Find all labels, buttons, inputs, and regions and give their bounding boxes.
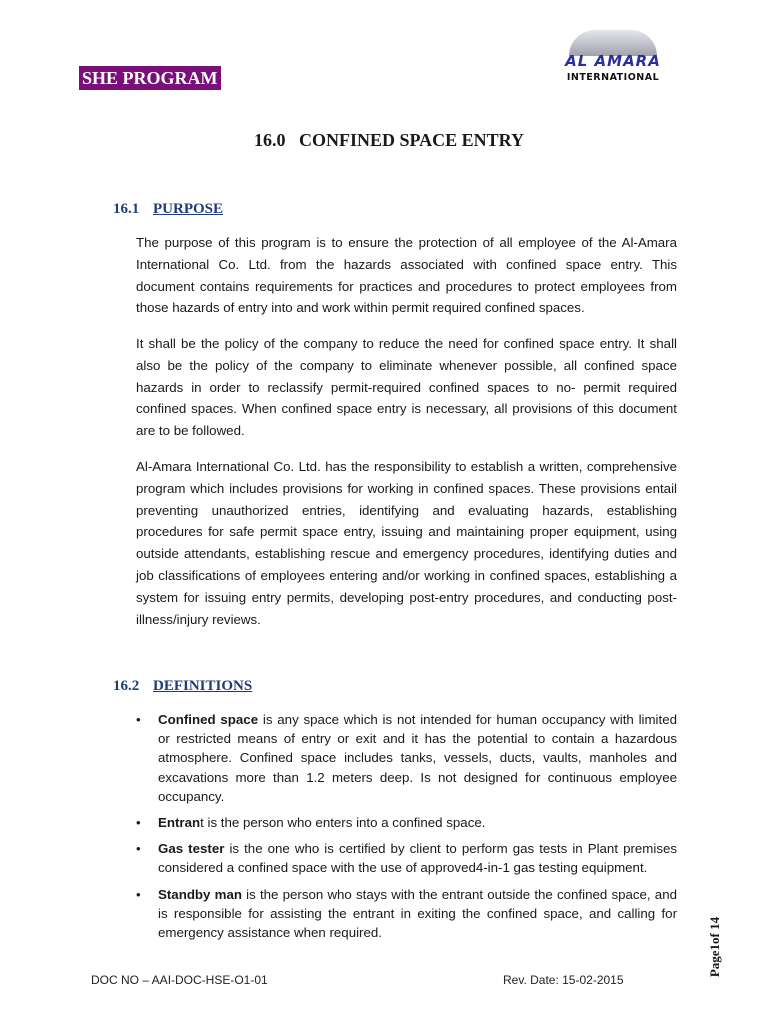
purpose-paragraph-3: Al-Amara International Co. Ltd. has the responsibility to establish a written, comprehensive program which includes provisions for working in confined spaces. These provisions entail preventing unauthorized entries, identifying and evaluating hazards, establishing procedures for safe permit space entry, issuing and maintaining proper equipment, using outside attendants, establishing rescue and emergency procedures, identifying duties and job classifications of employees entering and/or working in confined spaces, establishing a system for issuing entry permits, developing post-entry procedures, and conducting post-illness/injury reviews.: [136, 459, 677, 627]
bullet-icon: •: [136, 841, 141, 857]
definition-term: Gas tester: [158, 841, 225, 857]
definition-text: is the one who is certified by client to perform gas tests in Plant premises considered a confined space with the use of approved4-in-1 gas testing equipment.: [158, 841, 678, 876]
footer-doc-number: DOC NO – AAI-DOC-HSE-O1-01: [91, 973, 268, 987]
bullet-icon: •: [136, 712, 141, 727]
list-item: [136, 710, 677, 806]
company-logo: [565, 30, 661, 88]
page-number: Page1of 14: [707, 916, 722, 978]
definition-term: Entran: [158, 815, 201, 831]
logo-subtitle: INTERNATIONAL: [566, 72, 660, 83]
bullet-icon: •: [136, 886, 141, 902]
footer-rev-date: Rev. Date: 15-02-2015: [503, 973, 624, 987]
logo-name: AL AMARA: [565, 52, 661, 70]
definition-term: Confined space: [158, 712, 259, 727]
section-heading-purpose: [113, 200, 223, 218]
section-number: 16.1: [113, 201, 140, 217]
definition-text: t is the person who enters into a confined space.: [200, 815, 486, 831]
definitions-list: [136, 710, 677, 949]
definition-term: Standby man: [158, 886, 242, 902]
page-title: 16.0 CONFINED SPACE ENTRY: [253, 130, 525, 150]
list-item: [136, 839, 677, 877]
section-label: PURPOSE: [153, 201, 224, 217]
definition-text: is the person who stays with the entrant outside the confined space, and is responsible for assisting the entrant in exiting the confined space, and calling for emergency assistance when required.: [158, 886, 677, 941]
section-label: DEFINITIONS: [153, 678, 253, 694]
list-item: [136, 885, 677, 943]
purpose-paragraph-2: It shall be the policy of the company to reduce the need for confined space entry. It shall also be the policy of the company to eliminate whenever possible, all confined space hazards in order to reclassify permit-required confined spaces to no- permit required confined spaces. When confined space entry is necessary, all provisions of this document are to be followed.: [136, 336, 677, 439]
list-item: [136, 813, 677, 832]
program-label: SHE PROGRAM: [79, 66, 221, 90]
bullet-icon: •: [136, 815, 141, 831]
section-number: 16.2: [113, 678, 140, 694]
section-heading-definitions: [113, 677, 252, 695]
purpose-paragraph-1: The purpose of this program is to ensure the protection of all employee of the Al-Amara International Co. Ltd. from the hazards associated with confined space entry. This document contains requirements for practices and procedures to protect employees from those hazards of entry into and work within permit required confined spaces.: [136, 235, 677, 316]
definition-text: is any space which is not intended for human occupancy with limited or restricted means of entry or exit and it has the potential to contain a hazardous atmosphere. Confined space includes tanks, vessels, ducts, vaults, manholes and excavations more than 1.2 meters deep. Is not designed for continuous employee occupancy.: [158, 712, 677, 804]
